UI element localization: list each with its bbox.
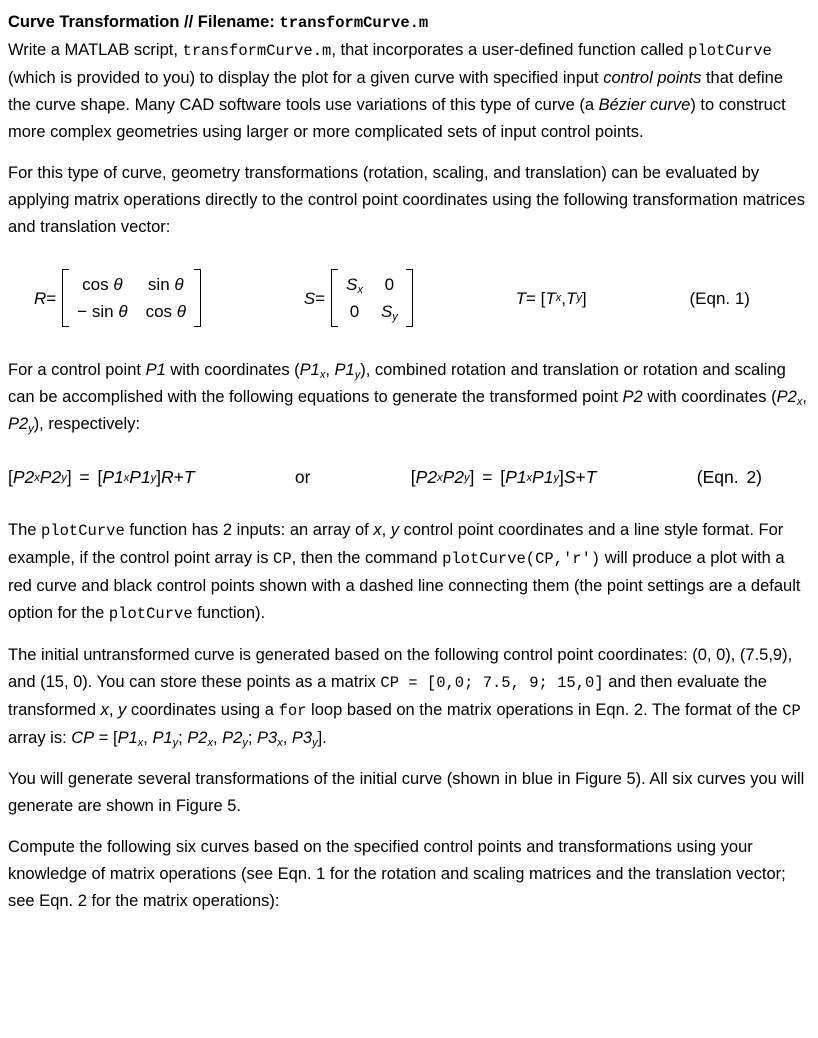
code-text: CP	[782, 702, 801, 720]
text-run: ,	[143, 729, 153, 747]
text-run: The initial untransformed curve is generated based on the following control point coordinates: (0, 0), (7.5,9), and (15, 0). You can store these points as a matrix	[8, 646, 793, 691]
italic-text: P1	[102, 467, 124, 487]
italic-text: θ	[113, 275, 123, 294]
italic-text: P2	[187, 729, 208, 747]
text-run: array is:	[8, 729, 72, 747]
text-run: ;	[178, 729, 188, 747]
italic-text: P1	[505, 467, 527, 487]
rotation-matrix	[62, 269, 201, 327]
control-point-paragraph	[8, 357, 808, 438]
matrix-cells	[69, 269, 194, 327]
subscript-text: y	[354, 369, 361, 381]
rotation-equation: [ P2 x P2 y ] = [ P1 x P1 y ] R + T	[8, 464, 195, 491]
text-run: [	[8, 467, 13, 487]
or-separator	[295, 464, 311, 491]
italic-text: y	[118, 701, 127, 719]
subscript-text: x	[137, 737, 144, 749]
plotcurve-paragraph	[8, 517, 808, 628]
code-text: plotCurve	[41, 522, 125, 540]
text-run: control point coordinates and a line style format. For example, if the control point array is	[8, 521, 784, 567]
text-run: 0	[349, 302, 360, 321]
equation-1	[8, 255, 808, 343]
italic-text: P1	[532, 467, 554, 487]
text-run: +	[575, 467, 586, 487]
matrix-cell	[346, 272, 363, 297]
italic-text: control points	[603, 69, 702, 87]
matrix-cell	[381, 299, 398, 324]
text-run: with coordinates (	[165, 361, 300, 379]
italic-text: y	[390, 521, 399, 539]
bold-code-text: transformCurve.m	[279, 14, 429, 32]
compute-instructions-paragraph	[8, 834, 808, 915]
title-heading	[8, 9, 808, 37]
text-run: = [	[526, 288, 546, 308]
subscript-text: y	[28, 423, 34, 435]
equation-1-tag	[690, 285, 750, 312]
italic-text: P3	[257, 729, 278, 747]
text-run: (Eqn. 1)	[689, 288, 750, 308]
text-run: ;	[247, 729, 258, 747]
matrix-cells	[338, 269, 406, 327]
text-run: that define the curve shape. Many CAD software tools use variations of this type of curve (a	[8, 69, 784, 114]
italic-text: S	[563, 467, 576, 487]
text-run: 0	[384, 275, 395, 294]
italic-text: P2	[8, 415, 29, 433]
scaling-equation: [ P2 x P2 y ] = [ P1 x P1 y ] S + T	[411, 464, 597, 491]
italic-text: S	[380, 302, 393, 321]
text-run: ) to construct more complex geometries using larger or more complicated sets of input control points.	[8, 96, 786, 141]
matrix-cell	[346, 299, 363, 324]
italic-text: P1	[152, 729, 173, 747]
text-run: Compute the following six curves based on the specified control points and transformations using your knowledge of matrix operations (see Eqn. 1 for the rotation and scaling matrices and the translation vector; see Eqn. 2 for the matrix operations):	[8, 838, 786, 910]
italic-text: T	[566, 288, 577, 308]
figure5-paragraph	[8, 766, 808, 820]
italic-text: P2	[442, 467, 464, 487]
subscript-text: y	[172, 737, 179, 749]
subscript-text: x	[207, 737, 213, 749]
bold-text: Curve Transformation // Filename:	[8, 13, 280, 31]
text-run: , then the command	[291, 549, 443, 567]
subscript-text: y	[312, 737, 318, 749]
text-run: ].	[317, 729, 327, 747]
italic-text: x	[100, 701, 109, 719]
text-run: with coordinates (	[642, 388, 777, 406]
italic-text: P2	[222, 729, 243, 747]
text-run: − sin	[77, 302, 119, 321]
text-run: = [	[94, 729, 118, 747]
subscript-text: x	[796, 396, 803, 408]
italic-text: P2	[622, 388, 643, 406]
text-run: The	[8, 521, 42, 539]
text-run: coordinates using a	[126, 701, 279, 719]
code-text: plotCurve(CP,'r')	[442, 550, 601, 568]
intro-paragraph	[8, 37, 808, 146]
text-run: or	[294, 467, 311, 487]
text-run: ,	[802, 388, 807, 406]
subscript-text: x	[357, 284, 363, 296]
italic-text: P1	[129, 467, 151, 487]
text-run: For a control point	[8, 361, 146, 379]
text-run: =	[46, 288, 57, 308]
translation-group: T = [ T x , T y ]	[516, 285, 587, 312]
text-run: [	[410, 467, 416, 487]
italic-text: T	[545, 288, 556, 308]
italic-text: T	[515, 288, 527, 308]
matrix-cell	[77, 272, 127, 297]
left-bracket-icon	[331, 269, 338, 327]
scaling-matrix	[331, 269, 413, 327]
subscript-text: x	[319, 369, 326, 381]
text-run: ,	[561, 288, 567, 308]
equation-2	[8, 452, 808, 503]
text-run: ), combined rotation and translation or rotation and scaling can be accomplished with the following equations to generate the transformed point	[8, 361, 786, 406]
italic-text: P2	[776, 388, 797, 406]
subscript-text: x	[277, 737, 283, 749]
right-bracket-icon	[194, 269, 201, 327]
italic-text: θ	[176, 302, 186, 321]
italic-text: S	[303, 288, 316, 308]
text-run: (which is provided to you) to display the plot for a given curve with specified input	[8, 69, 604, 87]
italic-text: P1	[117, 729, 138, 747]
italic-text: T	[585, 467, 597, 487]
text-run: function).	[192, 604, 266, 622]
text-run: (Eqn. 2)	[696, 467, 762, 487]
text-run: =	[315, 288, 326, 308]
rotation-group	[34, 269, 201, 327]
text-run: ,	[108, 701, 119, 719]
text-run: function has 2 inputs: an array of	[124, 521, 374, 539]
italic-text: θ	[174, 275, 184, 294]
italic-text: Bézier curve	[598, 96, 691, 114]
italic-text: P2	[39, 467, 62, 487]
text-run: ]	[558, 467, 564, 487]
text-run: ,	[381, 521, 391, 539]
italic-text: T	[183, 467, 195, 487]
text-run: sin	[147, 275, 175, 294]
transform-matrices-paragraph	[8, 160, 808, 241]
text-run: ,	[325, 361, 335, 379]
initial-curve-paragraph	[8, 642, 808, 752]
italic-text: P1	[299, 361, 320, 379]
italic-text: P3	[291, 729, 313, 747]
text-run: cos	[82, 275, 114, 294]
matrix-cell	[77, 299, 127, 324]
code-text: transformCurve.m	[182, 42, 332, 60]
italic-text: P2	[415, 467, 438, 487]
text-run: ]	[581, 288, 587, 308]
equation-2-tag	[697, 464, 762, 491]
scaling-group	[304, 269, 413, 327]
code-text: CP	[273, 550, 292, 568]
text-run: , that incorporates a user-defined function called	[331, 41, 689, 59]
text-run: ] = [	[66, 467, 103, 487]
text-run: ,	[212, 729, 223, 747]
text-run: Write a MATLAB script,	[8, 41, 183, 59]
right-bracket-icon	[406, 269, 413, 327]
italic-text: P1	[334, 361, 355, 379]
subscript-text: y	[242, 737, 248, 749]
italic-text: S	[346, 275, 358, 294]
text-run: cos	[145, 302, 177, 321]
italic-text: x	[373, 521, 382, 539]
code-text: plotCurve	[688, 42, 772, 60]
subscript-text: y	[392, 311, 398, 323]
code-text: CP = [0,0; 7.5, 9; 15,0]	[380, 674, 604, 692]
code-text: plotCurve	[108, 605, 193, 623]
left-bracket-icon	[62, 269, 69, 327]
text-run: ), respectively:	[33, 415, 141, 433]
text-run: You will generate several transformations of the initial curve (shown in blue in Figure 5). All six curves you will generate are shown in Figure 5.	[8, 770, 805, 815]
italic-text: CP	[71, 729, 95, 747]
matrix-cell	[381, 272, 398, 297]
italic-text: P2	[12, 467, 35, 487]
matrix-cell	[146, 299, 186, 324]
italic-text: P1	[145, 361, 166, 379]
text-run: +	[173, 467, 184, 487]
text-run: will produce a plot with a red curve and black control points shown with a dashed line connecting them (the point settings are a default option for the	[8, 549, 801, 622]
italic-text: θ	[118, 302, 128, 321]
text-run: loop based on the matrix operations in Eqn. 2. The format of the	[306, 701, 783, 719]
italic-text: R	[34, 288, 47, 308]
code-text: for	[278, 702, 307, 720]
text-run: ]	[156, 467, 162, 487]
text-run: ,	[282, 729, 292, 747]
text-run: For this type of curve, geometry transformations (rotation, scaling, and translation) can be evaluated by applying matrix operations directly to the control point coordinates using the following transformation matrices and translation vector:	[8, 164, 805, 236]
italic-text: R	[161, 467, 174, 487]
matrix-cell	[146, 272, 186, 297]
text-run: and then evaluate the transformed	[8, 673, 767, 719]
text-run: ] = [	[469, 467, 506, 487]
